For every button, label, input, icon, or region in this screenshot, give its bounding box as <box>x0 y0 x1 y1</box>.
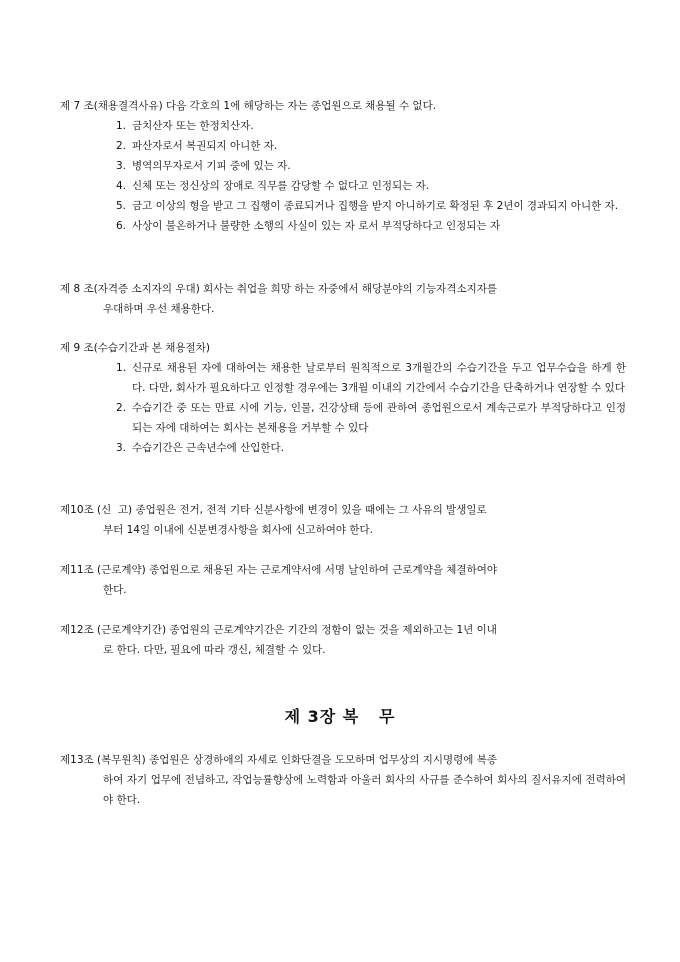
list-item <box>60 136 626 156</box>
article-11-heading: 제11조 (근로계약) <box>60 564 146 576</box>
list-item <box>60 398 626 438</box>
article-10-continuation: 부터 14일 이내에 신분변경사항을 회사에 신고하여야 한다. <box>103 524 374 536</box>
item-number: 4. <box>116 180 127 192</box>
item-number: 2. <box>116 402 127 414</box>
article-9-heading: 제 9 조(수습기간과 본 채용절차) <box>60 342 210 354</box>
article-10-heading: 제10조 (신 고) <box>60 504 133 516</box>
article-9 <box>60 338 626 458</box>
list-item <box>60 216 626 236</box>
item-text: 파산자로서 복권되지 아니한 자. <box>132 140 278 152</box>
item-text: 수습기간은 근속년수에 산입한다. <box>132 442 285 454</box>
item-number: 3. <box>116 442 127 454</box>
article-13-heading: 제13조 (복무원칙) <box>60 754 146 766</box>
article-13-body <box>60 750 626 810</box>
article-10 <box>60 500 626 540</box>
article-13-text: 종업원은 상경하애의 자세로 인화단결을 도모하며 업무상의 지시명령에 복종 <box>145 754 498 766</box>
article-11-body <box>60 560 626 600</box>
article-12-heading: 제12조 (근로계약기간) <box>60 624 167 636</box>
article-12-body <box>60 620 626 660</box>
item-text: 사상이 불온하거나 불량한 소행의 사실이 있는 자 로서 부적당하다고 인정되는 자 <box>132 220 501 232</box>
item-text: 병역의무자로서 기피 중에 있는 자. <box>132 160 291 172</box>
article-7-text: 다음 각호의 1에 해당하는 자는 종업원으로 채용될 수 없다. <box>162 100 437 112</box>
item-text: 금치산자 또는 한정치산자. <box>132 120 254 132</box>
item-number: 1. <box>116 362 127 374</box>
article-11 <box>60 560 626 600</box>
item-number: 1. <box>116 120 127 132</box>
item-text: 금고 이상의 형을 받고 그 집행이 종료되거나 집행을 받지 아니하기로 확정된 후 2년이 경과되지 아니한 자. <box>132 200 619 212</box>
list-item <box>60 196 626 216</box>
article-8-text: 회사는 취업을 희망 하는 자중에서 해당분야의 기능자격소지자를 <box>199 283 498 295</box>
item-text: 수습기간 중 또는 만료 시에 기능, 인물, 건강상태 등에 관하여 종업원으로서 계속근로가 부적당하다고 인정되는 자에 대하여는 회사는 본채용을 거부할 수 있다 <box>132 402 626 434</box>
article-9-body <box>60 338 626 358</box>
item-number: 3. <box>116 160 127 172</box>
article-7-heading: 제 7 조(채용결격사유) <box>60 100 163 112</box>
list-item <box>60 438 626 458</box>
article-13 <box>60 750 626 810</box>
article-11-text: 종업원으로 채용된 자는 근로계약서에 서명 날인하여 근로계약을 체결하여야 <box>145 564 498 576</box>
article-7-body <box>60 96 626 116</box>
article-11-continuation: 한다. <box>103 584 127 596</box>
article-10-text: 종업원은 전거, 전적 기타 신분사항에 변경이 있을 때에는 그 사유의 발생일로 <box>132 504 487 516</box>
article-7-items <box>60 116 626 236</box>
article-8 <box>60 279 626 319</box>
list-item <box>60 358 626 398</box>
article-13-continuation: 하여 자기 업무에 전념하고, 작업능률향상에 노력함과 아울러 회사의 사규를 준수하여 회사의 질서유지에 전력하여야 한다. <box>103 774 626 806</box>
item-number: 6. <box>116 220 127 232</box>
list-item <box>60 156 626 176</box>
item-text: 신규로 채용된 자에 대하여는 채용한 날로부터 원칙적으로 3개월간의 수습기간을 두고 업무수습을 하게 한다. 다만, 회사가 필요하다고 인정할 경우에는 3개월 이내의 기간에서 수습기간을 단축하거나 연장할 수 있다 <box>132 362 626 394</box>
article-8-continuation: 우대하며 우선 채용한다. <box>103 303 215 315</box>
article-8-body <box>60 279 626 319</box>
article-10-body <box>60 500 626 540</box>
item-number: 2. <box>116 140 127 152</box>
article-9-items <box>60 358 626 458</box>
list-item <box>60 176 626 196</box>
article-8-heading: 제 8 조(자격증 소지자의 우대) <box>60 283 200 295</box>
article-7 <box>60 96 626 236</box>
chapter-title: 제 3장 복 무 <box>284 707 396 726</box>
item-text: 신체 또는 정신상의 장애로 직무를 감당할 수 없다고 인정되는 자. <box>132 180 430 192</box>
article-12-text: 종업원의 근로계약기간은 기간의 정함이 없는 것을 제외하고는 1년 이내 <box>166 624 497 636</box>
article-12-continuation: 로 한다. 다만, 필요에 따라 갱신, 체결할 수 있다. <box>103 644 326 656</box>
article-12 <box>60 620 626 660</box>
item-number: 5. <box>116 200 127 212</box>
list-item <box>60 116 626 136</box>
